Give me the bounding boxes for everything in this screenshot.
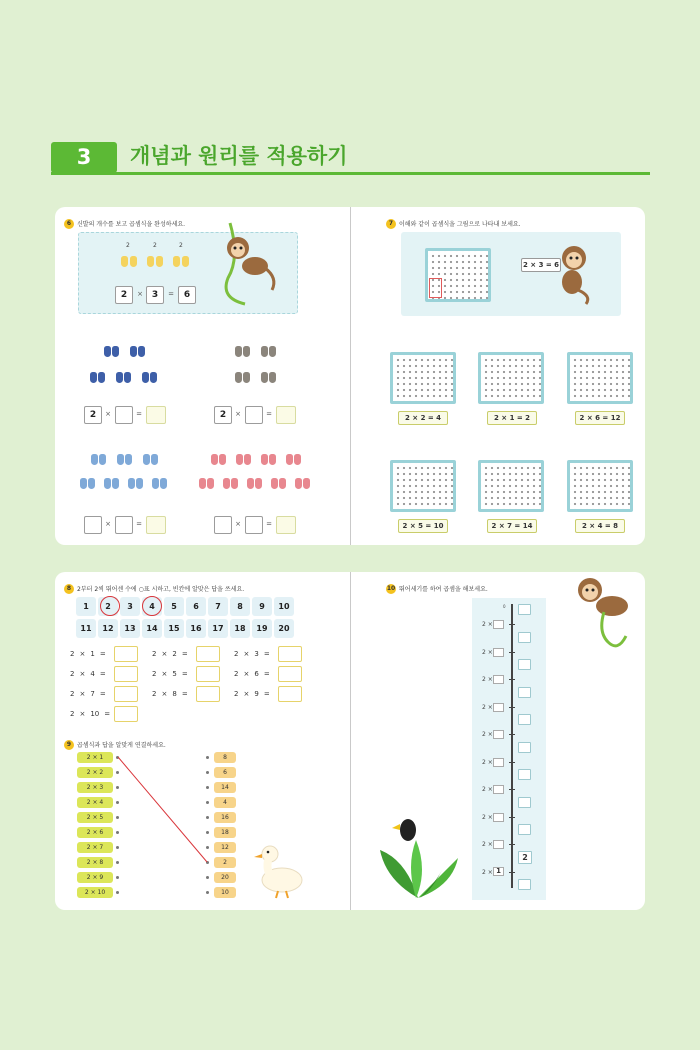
q10-multiplier-input[interactable] xyxy=(493,703,504,712)
q10-result-input[interactable] xyxy=(518,632,531,643)
q6-b-box-1: 2 xyxy=(214,406,232,424)
q9-text: 곱셈식과 답을 알맞게 연결하세요. xyxy=(77,742,166,749)
q8-eq-token: 2 xyxy=(70,670,75,678)
q9-right-item[interactable]: 16 xyxy=(214,812,236,823)
number-line-top-label: 0 xyxy=(503,604,506,609)
q10-result-input[interactable] xyxy=(518,687,531,698)
q6-text: 신발의 개수를 보고 곱셈식을 완성하세요. xyxy=(77,221,186,228)
q8-eq-token: × xyxy=(161,690,168,698)
q8-eq-token: 2 xyxy=(70,650,75,658)
q10-row-label: 2 × xyxy=(482,841,493,848)
q8-eq-token: 2 xyxy=(152,670,157,678)
number-line-tick xyxy=(509,817,515,818)
q9-right-item[interactable]: 14 xyxy=(214,782,236,793)
q9-left-item[interactable]: 2 × 8 xyxy=(77,857,113,868)
q9-right-item[interactable]: 18 xyxy=(214,827,236,838)
q8-eq-token: 4 xyxy=(90,670,95,678)
q10-result-input[interactable] xyxy=(518,604,531,615)
q6-b-eq: = xyxy=(266,410,272,418)
q7-caption-6: 2 × 4 = 8 xyxy=(575,519,625,533)
q8-eq-token: 2 xyxy=(70,690,75,698)
q8-eq-token: = xyxy=(181,670,188,678)
q8-eq-token: 2 xyxy=(70,710,75,718)
duck-illustration xyxy=(250,838,312,900)
q10-heading xyxy=(386,578,488,597)
q9-right-item[interactable]: 8 xyxy=(214,752,236,763)
q8-text: 2부터 2씩 뛰어센 수에 ○표 시하고, 빈칸에 알맞은 답을 쓰세요. xyxy=(77,586,245,593)
number-line xyxy=(511,604,513,888)
number-cell[interactable]: 5 xyxy=(164,597,184,616)
number-line-tick xyxy=(509,679,515,680)
q10-row-label: 2 × xyxy=(482,868,493,876)
q6-d-eq: = xyxy=(266,520,272,528)
q10-row-label: 2 × xyxy=(482,786,493,793)
q9-right-item[interactable]: 10 xyxy=(214,887,236,898)
number-line-tick xyxy=(509,707,515,708)
number-line-tick xyxy=(509,872,515,873)
q8-eq-token: 2 xyxy=(172,650,177,658)
plant-bird-illustration xyxy=(376,810,462,900)
number-cell[interactable]: 20 xyxy=(274,619,294,638)
q6-c-eq: = xyxy=(136,520,142,528)
q7-caption-3: 2 × 6 = 12 xyxy=(575,411,625,425)
q8-eq-token: 10 xyxy=(90,710,100,718)
q10-multiplier-input[interactable] xyxy=(493,785,504,794)
q9-number: 9 xyxy=(64,740,74,750)
q8-eq-token: 3 xyxy=(254,650,259,658)
q6-count-1: 2 xyxy=(126,242,130,249)
number-cell[interactable]: 8 xyxy=(230,597,250,616)
q10-multiplier-input[interactable] xyxy=(493,840,504,849)
q6-ex-box-2: 3 xyxy=(146,286,164,304)
q8-number: 8 xyxy=(64,584,74,594)
q6-ex-box-3: 6 xyxy=(178,286,196,304)
q7-caption-4: 2 × 5 = 10 xyxy=(398,519,448,533)
q10-multiplier-input[interactable] xyxy=(493,758,504,767)
q10-result-input[interactable] xyxy=(518,824,531,835)
number-line-tick xyxy=(509,734,515,735)
q10-multiplier-input[interactable] xyxy=(493,648,504,657)
number-cell[interactable]: 15 xyxy=(164,619,184,638)
q10-row-label: 2 × xyxy=(482,703,493,711)
number-cell[interactable]: 19 xyxy=(252,619,272,638)
number-cell[interactable]: 9 xyxy=(252,597,272,616)
number-cell[interactable]: 7 xyxy=(208,597,228,616)
number-cell[interactable]: 18 xyxy=(230,619,250,638)
q6-c-times: × xyxy=(105,520,111,528)
q9-left-item[interactable]: 2 × 6 xyxy=(77,827,113,838)
number-cell[interactable]: 14 xyxy=(142,619,162,638)
q8-eq-token: 8 xyxy=(172,690,177,698)
number-cell[interactable]: 16 xyxy=(186,619,206,638)
q10-panel xyxy=(472,598,546,900)
q8-eq-token: = xyxy=(99,690,106,698)
number-cell[interactable]: 13 xyxy=(120,619,140,638)
number-cell[interactable]: 4 xyxy=(142,597,162,616)
q8-eq-token: = xyxy=(181,650,188,658)
q10-row-label: 2 × xyxy=(482,676,493,683)
q9-right-item[interactable]: 20 xyxy=(214,872,236,883)
q7-text: 이해와 같이 곱셈식을 그림으로 나타내 보세요. xyxy=(399,221,521,228)
q10-multiplier-input[interactable] xyxy=(493,730,504,739)
q8-eq-token: × xyxy=(161,670,168,678)
q8-eq-token: 5 xyxy=(172,670,177,678)
q8-eq-token: 7 xyxy=(90,690,95,698)
number-line-tick xyxy=(509,624,515,625)
q6-count-2: 2 xyxy=(153,242,157,249)
number-line-tick xyxy=(509,844,515,845)
q10-result-input[interactable] xyxy=(518,797,531,808)
q6-a-eq: = xyxy=(136,410,142,418)
q10-row-label: 2 × xyxy=(482,758,493,766)
q6-a-box-1: 2 xyxy=(84,406,102,424)
q9-left-item[interactable]: 2 × 1 xyxy=(77,752,113,763)
q9-left-item[interactable]: 2 × 2 xyxy=(77,767,113,778)
q8-eq-token: × xyxy=(79,650,86,658)
q10-multiplier-input[interactable] xyxy=(493,813,504,822)
q8-eq-token: 1 xyxy=(90,650,95,658)
section-number: 3 xyxy=(51,142,117,173)
q7-example-equation: 2 × 3 = 6 xyxy=(521,258,561,272)
q7-caption-5: 2 × 7 = 14 xyxy=(487,519,537,533)
q10-number: 10 xyxy=(386,584,396,592)
q8-eq-token: × xyxy=(79,690,86,698)
number-cell[interactable]: 12 xyxy=(98,619,118,638)
number-cell[interactable]: 6 xyxy=(186,597,206,616)
q10-result-input[interactable] xyxy=(518,659,531,670)
q7-number: 7 xyxy=(386,219,396,229)
q6-a-times: × xyxy=(105,410,111,418)
q10-text: 뛰어세기를 하여 곱셈을 해보세요. xyxy=(399,586,488,593)
number-line-tick xyxy=(509,789,515,790)
q8-eq-token: × xyxy=(161,650,168,658)
q6-number: 6 xyxy=(64,219,74,229)
q10-result-input[interactable] xyxy=(518,742,531,753)
q10-result-input[interactable] xyxy=(518,769,531,780)
q8-eq-token: = xyxy=(263,690,270,698)
q8-eq-token: 6 xyxy=(254,670,259,678)
q9-right-item[interactable]: 4 xyxy=(214,797,236,808)
q7-caption-1: 2 × 2 = 4 xyxy=(398,411,448,425)
q10-row-label: 2 × xyxy=(482,731,493,738)
number-cell[interactable]: 11 xyxy=(76,619,96,638)
q9-left-item[interactable]: 2 × 5 xyxy=(77,812,113,823)
q10-row-label: 2 × xyxy=(482,648,493,656)
q8-eq-token: 2 xyxy=(234,670,239,678)
q10-multiplier-input[interactable] xyxy=(493,620,504,629)
q8-eq-token: = xyxy=(99,670,106,678)
q8-eq-token: = xyxy=(99,650,106,658)
q8-eq-token: × xyxy=(79,710,86,718)
q8-eq-token: 2 xyxy=(152,690,157,698)
q8-eq-token: 2 xyxy=(234,650,239,658)
q6-b-times: × xyxy=(235,410,241,418)
q9-left-item[interactable]: 2 × 4 xyxy=(77,797,113,808)
number-cell[interactable]: 3 xyxy=(120,597,140,616)
section-title: 개념과 원리를 적용하기 xyxy=(130,144,348,168)
q10-result-input[interactable] xyxy=(518,714,531,725)
q8-eq-token: = xyxy=(181,690,188,698)
monkey-illustration xyxy=(568,572,644,656)
q10-row-label: 2 × xyxy=(482,813,493,821)
number-cell[interactable]: 10 xyxy=(274,597,294,616)
number-line-tick xyxy=(509,762,515,763)
q9-right-item[interactable]: 6 xyxy=(214,767,236,778)
q9-right-item[interactable]: 2 xyxy=(214,857,236,868)
q8-eq-token: × xyxy=(243,650,250,658)
q10-last-box: 1 xyxy=(493,867,504,876)
q9-left-item[interactable]: 2 × 9 xyxy=(77,872,113,883)
q6-ex-times: × xyxy=(137,290,143,298)
q6-count-3: 2 xyxy=(179,242,183,249)
q6-ex-eq: = xyxy=(168,290,174,298)
q9-right-item[interactable]: 12 xyxy=(214,842,236,853)
q8-eq-token: 2 xyxy=(234,690,239,698)
q10-row-label: 2 × xyxy=(482,621,493,628)
q9-left-item[interactable]: 2 × 7 xyxy=(77,842,113,853)
q8-eq-token: × xyxy=(243,690,250,698)
number-cell[interactable]: 17 xyxy=(208,619,228,638)
q8-eq-token: × xyxy=(79,670,86,678)
number-line-tick xyxy=(509,652,515,653)
q10-result-input[interactable] xyxy=(518,879,531,890)
q7-caption-2: 2 × 1 = 2 xyxy=(487,411,537,425)
q6-ex-box-1: 2 xyxy=(115,286,133,304)
q10-answer: 2 xyxy=(518,851,532,864)
q8-eq-token: = xyxy=(104,710,111,718)
number-cell[interactable]: 2 xyxy=(98,597,118,616)
q10-multiplier-input[interactable] xyxy=(493,675,504,684)
q9-left-item[interactable]: 2 × 10 xyxy=(77,887,113,898)
q6-d-times: × xyxy=(235,520,241,528)
q9-left-item[interactable]: 2 × 3 xyxy=(77,782,113,793)
q8-eq-token: × xyxy=(243,670,250,678)
q8-eq-token: = xyxy=(263,670,270,678)
number-cell[interactable]: 1 xyxy=(76,597,96,616)
q8-eq-token: = xyxy=(263,650,270,658)
q8-eq-token: 9 xyxy=(254,690,259,698)
q8-eq-token: 2 xyxy=(152,650,157,658)
